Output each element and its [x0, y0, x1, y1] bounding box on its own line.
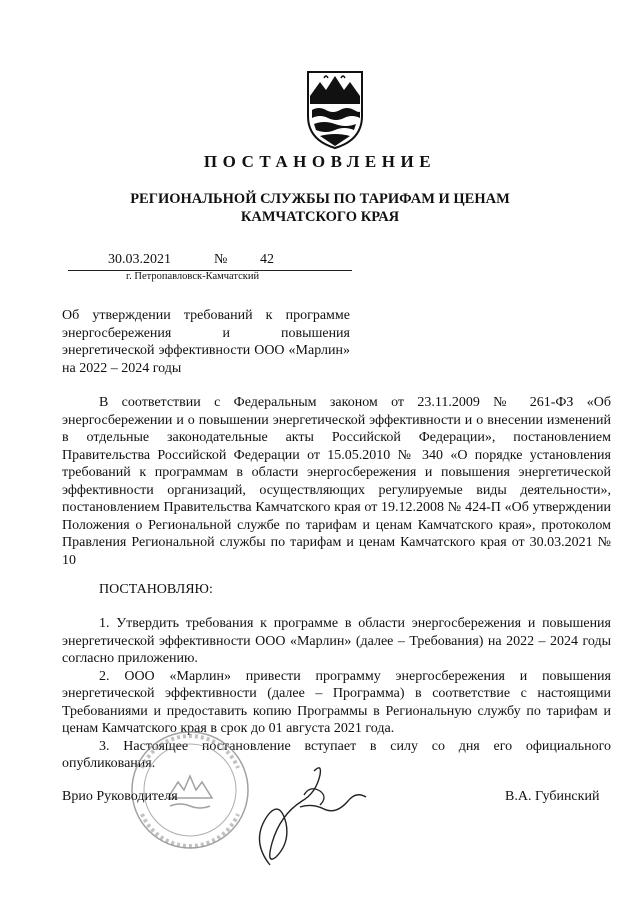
resolution-item-3: 3. Настоящее постановление вступает в силу со дня его официального опубликования.	[62, 738, 611, 771]
signatory-name: В.А. Губинский	[505, 789, 600, 804]
issuing-agency	[100, 190, 540, 226]
date-number-line	[68, 252, 352, 271]
kamchatka-emblem	[304, 66, 366, 150]
issue-city: г. Петропавловск-Камчатский	[126, 271, 260, 282]
handwritten-signature	[240, 745, 380, 875]
signatory-position: Врио Руководителя	[62, 789, 178, 804]
preamble-paragraph	[62, 394, 611, 569]
number-sign: №	[214, 252, 228, 267]
resolution-item-2: 2. ООО «Марлин» привести программу энергосбережения и повышения энергетической эффективности (далее – Программа) в соответствие с настоящими Требованиями и предоставить копию Программы в Региональную службу по тарифам и ценам Камчатского края в срок до 01 августа 2021 года.	[62, 668, 611, 736]
resolve-heading: ПОСТАНОВЛЯЮ:	[99, 582, 213, 597]
document-title: ПОСТАНОВЛЕНИЕ	[203, 152, 437, 171]
document-subject: Об утверждении требований к программе энергосбережения и повышения энергетической эффективности ООО «Марлин» на 2022 – 2024 годы	[62, 308, 350, 376]
resolution-item-1: 1. Утвердить требования к программе в области энергосбережения и повышения энергетической эффективности ООО «Марлин» (далее – Требования) на 2022 – 2024 годы согласно приложению.	[62, 616, 611, 666]
document-number: 42	[260, 252, 274, 267]
agency-line-1: РЕГИОНАЛЬНОЙ СЛУЖБЫ ПО ТАРИФАМ И ЦЕНАМ	[130, 191, 510, 207]
preamble-text: В соответствии с Федеральным законом от 23.11.2009 № 261-ФЗ «Об энергосбережении и о повышении энергетической эффективности и о внесении изменений в отдельные законодательные акты Российской Федерации», постановлением Правительства Российской Федерации от 15.05.2010 № 340 «О порядке установления требований к программам в области энергосбережения и повышения энергетической эффективности организаций, осуществляющих регулируемые виды деятельности», постановлением Правительства Камчатского края от 19.12.2008 № 424-П «Об утверждении Положения о Региональной службе по тарифам и ценам Камчатского края», протоколом Правления Региональной службы по тарифам и ценам Камчатского края от 30.03.2021 № 10	[62, 395, 611, 568]
document-date: 30.03.2021	[108, 252, 171, 267]
agency-line-2: КАМЧАТСКОГО КРАЯ	[240, 209, 400, 225]
